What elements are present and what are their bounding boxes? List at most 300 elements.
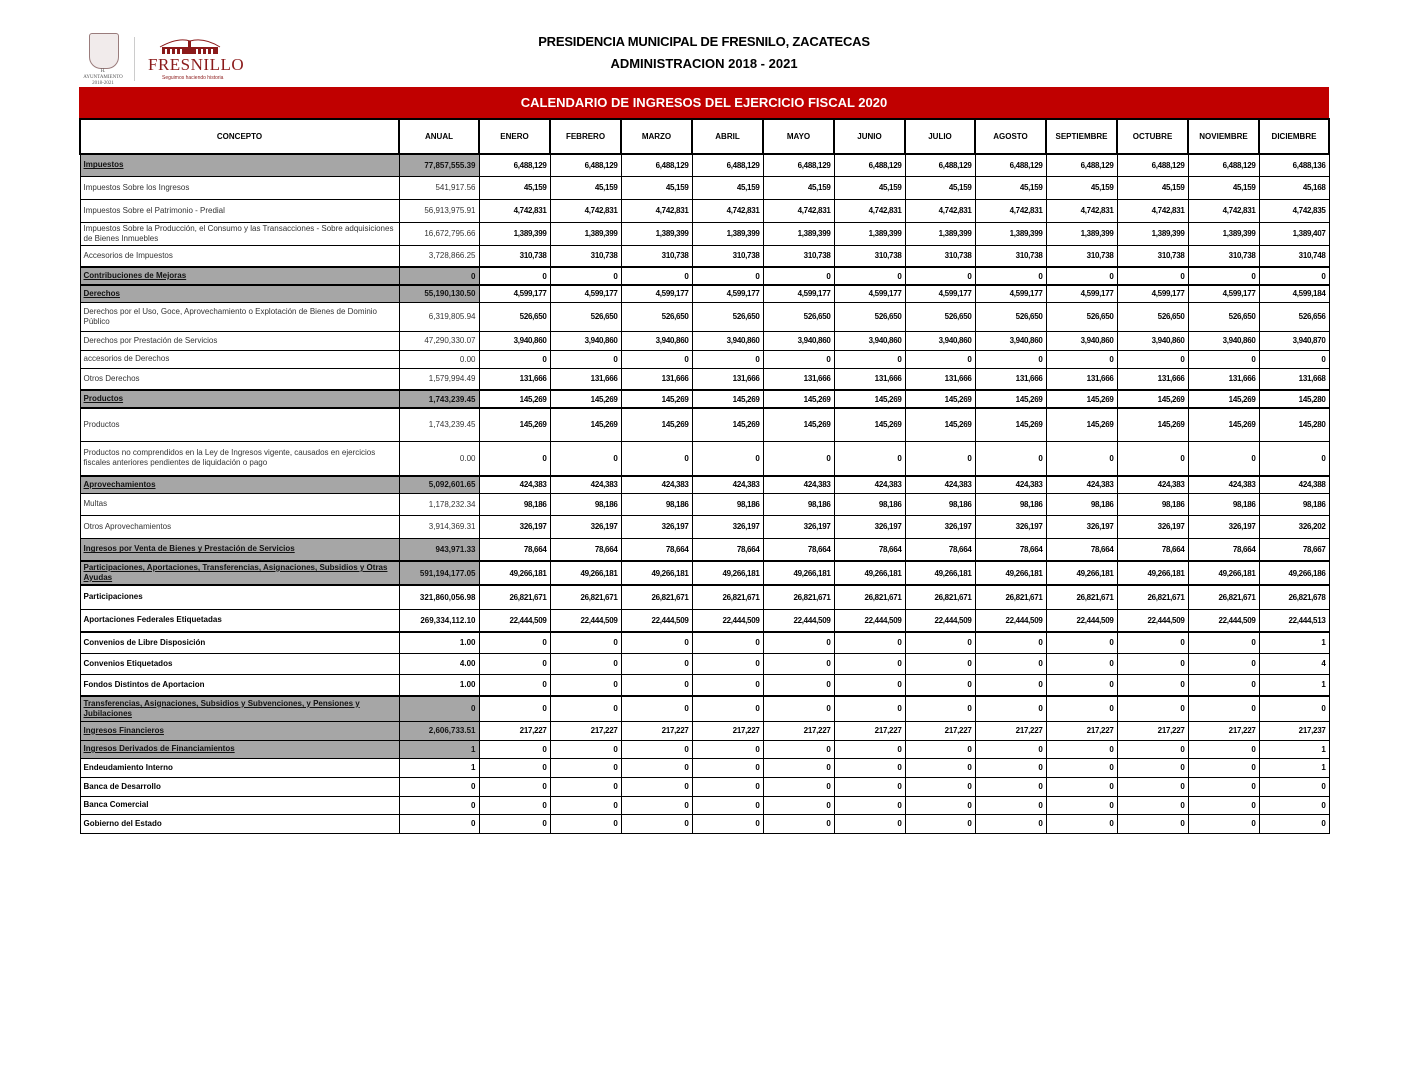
month-cell-noviembre: 145,269	[1188, 408, 1259, 441]
month-cell-octubre: 26,821,671	[1117, 585, 1188, 609]
month-cell-mayo: 0	[763, 674, 834, 696]
month-cell-agosto: 131,666	[975, 368, 1046, 390]
month-cell-junio: 22,444,509	[834, 609, 905, 632]
concept-label: Ingresos por Venta de Bienes y Prestación de Servicios	[83, 544, 295, 554]
month-cell-octubre: 22,444,509	[1117, 609, 1188, 632]
month-cell-marzo: 22,444,509	[621, 609, 692, 632]
month-cell-noviembre: 1,389,399	[1188, 222, 1259, 245]
month-cell-junio: 326,197	[834, 515, 905, 538]
month-cell-octubre: 0	[1117, 777, 1188, 796]
month-cell-diciembre: 3,940,870	[1259, 331, 1329, 350]
month-cell-abril: 0	[692, 740, 763, 758]
month-cell-enero: 145,269	[479, 390, 550, 408]
concept-label: Multas	[83, 499, 108, 508]
month-cell-enero: 145,269	[479, 408, 550, 441]
month-cell-julio: 1,389,399	[905, 222, 975, 245]
month-cell-septiembre: 78,664	[1046, 538, 1117, 561]
table-row	[80, 609, 1329, 632]
month-cell-diciembre: 1	[1259, 740, 1329, 758]
month-cell-mayo: 326,197	[763, 515, 834, 538]
month-cell-febrero: 45,159	[550, 176, 621, 199]
concept-cell	[80, 267, 399, 285]
month-cell-enero: 0	[479, 758, 550, 777]
month-cell-febrero: 145,269	[550, 408, 621, 441]
table-row-group	[80, 154, 1329, 176]
annual-cell: 3,914,369.31	[399, 515, 479, 538]
month-cell-junio: 0	[834, 674, 905, 696]
month-cell-enero: 326,197	[479, 515, 550, 538]
month-cell-febrero: 4,742,831	[550, 199, 621, 222]
month-cell-marzo: 1,389,399	[621, 222, 692, 245]
month-cell-junio: 310,738	[834, 245, 905, 267]
column-header-junio: JUNIO	[834, 119, 905, 154]
concept-label: Fondos Distintos de Aportacion	[83, 679, 205, 689]
month-cell-marzo: 0	[621, 350, 692, 368]
document-subtitle: ADMINISTRACION 2018 - 2021	[610, 56, 798, 71]
month-cell-noviembre: 22,444,509	[1188, 609, 1259, 632]
annual-cell: 1,178,232.34	[399, 493, 479, 515]
month-cell-marzo: 4,742,831	[621, 199, 692, 222]
month-cell-noviembre: 4,742,831	[1188, 199, 1259, 222]
annual-cell: 4.00	[399, 653, 479, 674]
concept-cell	[80, 796, 399, 814]
month-cell-marzo: 26,821,671	[621, 585, 692, 609]
column-header-diciembre: DICIEMBRE	[1259, 119, 1329, 154]
month-cell-septiembre: 0	[1046, 441, 1117, 476]
month-cell-agosto: 3,940,860	[975, 331, 1046, 350]
concept-cell	[80, 199, 399, 222]
month-cell-julio: 49,266,181	[905, 561, 975, 585]
month-cell-marzo: 98,186	[621, 493, 692, 515]
month-cell-febrero: 0	[550, 696, 621, 721]
month-cell-agosto: 217,227	[975, 721, 1046, 740]
month-cell-enero: 0	[479, 350, 550, 368]
concept-cell	[80, 493, 399, 515]
annual-cell: 0.00	[399, 350, 479, 368]
month-cell-marzo: 145,269	[621, 390, 692, 408]
month-cell-noviembre: 0	[1188, 653, 1259, 674]
month-cell-abril: 310,738	[692, 245, 763, 267]
month-cell-febrero: 3,940,860	[550, 331, 621, 350]
month-cell-junio: 0	[834, 696, 905, 721]
month-cell-enero: 0	[479, 441, 550, 476]
month-cell-agosto: 310,738	[975, 245, 1046, 267]
month-cell-junio: 78,664	[834, 538, 905, 561]
month-cell-junio: 6,488,129	[834, 154, 905, 176]
month-cell-septiembre: 145,269	[1046, 390, 1117, 408]
month-cell-junio: 526,650	[834, 302, 905, 331]
concept-cell	[80, 674, 399, 696]
month-cell-junio: 49,266,181	[834, 561, 905, 585]
month-cell-diciembre: 1	[1259, 758, 1329, 777]
month-cell-octubre: 98,186	[1117, 493, 1188, 515]
table-row-group	[80, 696, 1329, 721]
month-cell-junio: 0	[834, 758, 905, 777]
month-cell-septiembre: 4,599,177	[1046, 285, 1117, 302]
month-cell-junio: 0	[834, 653, 905, 674]
month-cell-febrero: 0	[550, 674, 621, 696]
month-cell-septiembre: 0	[1046, 814, 1117, 833]
month-cell-abril: 0	[692, 758, 763, 777]
month-cell-abril: 6,488,129	[692, 154, 763, 176]
column-header-concepto: CONCEPTO	[80, 119, 399, 154]
month-cell-noviembre: 0	[1188, 758, 1259, 777]
month-cell-agosto: 0	[975, 653, 1046, 674]
month-cell-febrero: 145,269	[550, 390, 621, 408]
month-cell-noviembre: 217,227	[1188, 721, 1259, 740]
concept-label: Productos	[83, 394, 124, 403]
month-cell-noviembre: 0	[1188, 674, 1259, 696]
month-cell-noviembre: 4,599,177	[1188, 285, 1259, 302]
month-cell-febrero: 131,666	[550, 368, 621, 390]
concept-label: Ingresos Financieros	[83, 725, 164, 735]
month-cell-noviembre: 49,266,181	[1188, 561, 1259, 585]
month-cell-diciembre: 49,266,186	[1259, 561, 1329, 585]
month-cell-mayo: 1,389,399	[763, 222, 834, 245]
month-cell-mayo: 131,666	[763, 368, 834, 390]
month-cell-marzo: 0	[621, 632, 692, 653]
annual-cell: 591,194,177.05	[399, 561, 479, 585]
month-cell-mayo: 4,742,831	[763, 199, 834, 222]
month-cell-enero: 0	[479, 674, 550, 696]
month-cell-agosto: 326,197	[975, 515, 1046, 538]
brand-tagline: Seguimos haciendo historia	[162, 75, 224, 81]
month-cell-julio: 0	[905, 740, 975, 758]
month-cell-septiembre: 3,940,860	[1046, 331, 1117, 350]
month-cell-mayo: 0	[763, 350, 834, 368]
month-cell-enero: 45,159	[479, 176, 550, 199]
month-cell-noviembre: 0	[1188, 441, 1259, 476]
month-cell-agosto: 78,664	[975, 538, 1046, 561]
month-cell-abril: 131,666	[692, 368, 763, 390]
month-cell-enero: 0	[479, 814, 550, 833]
month-cell-mayo: 0	[763, 777, 834, 796]
month-cell-enero: 22,444,509	[479, 609, 550, 632]
month-cell-octubre: 4,599,177	[1117, 285, 1188, 302]
month-cell-julio: 0	[905, 632, 975, 653]
month-cell-junio: 1,389,399	[834, 222, 905, 245]
month-cell-mayo: 49,266,181	[763, 561, 834, 585]
month-cell-julio: 4,599,177	[905, 285, 975, 302]
month-cell-marzo: 131,666	[621, 368, 692, 390]
month-cell-diciembre: 78,667	[1259, 538, 1329, 561]
month-cell-abril: 145,269	[692, 408, 763, 441]
annual-cell: 1.00	[399, 674, 479, 696]
month-cell-mayo: 78,664	[763, 538, 834, 561]
month-cell-marzo: 78,664	[621, 538, 692, 561]
month-cell-septiembre: 0	[1046, 796, 1117, 814]
month-cell-agosto: 0	[975, 758, 1046, 777]
annual-cell: 56,913,975.91	[399, 199, 479, 222]
concept-cell	[80, 561, 399, 585]
month-cell-junio: 0	[834, 740, 905, 758]
month-cell-marzo: 0	[621, 653, 692, 674]
month-cell-octubre: 0	[1117, 740, 1188, 758]
month-cell-enero: 6,488,129	[479, 154, 550, 176]
concept-cell	[80, 245, 399, 267]
month-cell-agosto: 145,269	[975, 390, 1046, 408]
month-cell-mayo: 526,650	[763, 302, 834, 331]
month-cell-noviembre: 0	[1188, 814, 1259, 833]
concept-label: Otros Derechos	[83, 373, 140, 383]
table-row-group	[80, 538, 1329, 561]
month-cell-junio: 217,227	[834, 721, 905, 740]
table-row	[80, 222, 1329, 245]
month-cell-mayo: 26,821,671	[763, 585, 834, 609]
month-cell-abril: 0	[692, 674, 763, 696]
month-cell-septiembre: 424,383	[1046, 476, 1117, 493]
month-cell-abril: 4,599,177	[692, 285, 763, 302]
table-header-row	[80, 119, 1329, 154]
month-cell-marzo: 0	[621, 758, 692, 777]
month-cell-septiembre: 131,666	[1046, 368, 1117, 390]
month-cell-febrero: 0	[550, 267, 621, 285]
month-cell-julio: 0	[905, 441, 975, 476]
annual-cell: 5,092,601.65	[399, 476, 479, 493]
concept-cell	[80, 176, 399, 199]
month-cell-septiembre: 310,738	[1046, 245, 1117, 267]
concept-cell	[80, 740, 399, 758]
annual-cell: 0	[399, 777, 479, 796]
month-cell-julio: 22,444,509	[905, 609, 975, 632]
concept-label: Contribuciones de Mejoras	[83, 271, 187, 280]
annual-cell: 0.00	[399, 441, 479, 476]
month-cell-diciembre: 0	[1259, 350, 1329, 368]
month-cell-septiembre: 22,444,509	[1046, 609, 1117, 632]
month-cell-octubre: 0	[1117, 814, 1188, 833]
concept-cell	[80, 585, 399, 609]
month-cell-abril: 0	[692, 696, 763, 721]
annual-cell: 0	[399, 814, 479, 833]
month-cell-diciembre: 424,388	[1259, 476, 1329, 493]
month-cell-mayo: 22,444,509	[763, 609, 834, 632]
month-cell-abril: 4,742,831	[692, 199, 763, 222]
month-cell-julio: 326,197	[905, 515, 975, 538]
month-cell-julio: 145,269	[905, 408, 975, 441]
month-cell-marzo: 424,383	[621, 476, 692, 493]
month-cell-diciembre: 0	[1259, 777, 1329, 796]
concept-cell	[80, 696, 399, 721]
month-cell-marzo: 0	[621, 441, 692, 476]
month-cell-julio: 3,940,860	[905, 331, 975, 350]
month-cell-abril: 78,664	[692, 538, 763, 561]
month-cell-noviembre: 78,664	[1188, 538, 1259, 561]
month-cell-abril: 526,650	[692, 302, 763, 331]
month-cell-noviembre: 0	[1188, 796, 1259, 814]
month-cell-julio: 131,666	[905, 368, 975, 390]
concept-label: Productos no comprendidos en la Ley de Ingresos vigente, causados en ejercicios fiscales anteriores pendientes de liquidación o pago	[83, 448, 376, 468]
month-cell-octubre: 1,389,399	[1117, 222, 1188, 245]
concept-label: Gobierno del Estado	[83, 818, 162, 828]
table-row	[80, 796, 1329, 814]
month-cell-enero: 4,599,177	[479, 285, 550, 302]
month-cell-noviembre: 526,650	[1188, 302, 1259, 331]
annual-cell: 47,290,330.07	[399, 331, 479, 350]
month-cell-agosto: 0	[975, 674, 1046, 696]
month-cell-agosto: 98,186	[975, 493, 1046, 515]
annual-cell: 269,334,112.10	[399, 609, 479, 632]
month-cell-marzo: 4,599,177	[621, 285, 692, 302]
month-cell-mayo: 6,488,129	[763, 154, 834, 176]
month-cell-julio: 45,159	[905, 176, 975, 199]
month-cell-junio: 424,383	[834, 476, 905, 493]
concept-label: Impuestos Sobre la Producción, el Consumo y las Transacciones - Sobre adquisiciones de Bienes Inmuebles	[83, 223, 394, 243]
month-cell-mayo: 0	[763, 814, 834, 833]
month-cell-marzo: 45,159	[621, 176, 692, 199]
month-cell-agosto: 6,488,129	[975, 154, 1046, 176]
month-cell-junio: 0	[834, 777, 905, 796]
month-cell-septiembre: 0	[1046, 350, 1117, 368]
month-cell-noviembre: 131,666	[1188, 368, 1259, 390]
table-row	[80, 632, 1329, 653]
concept-label: Derechos por Prestación de Servicios	[83, 335, 218, 345]
month-cell-mayo: 424,383	[763, 476, 834, 493]
month-cell-abril: 3,940,860	[692, 331, 763, 350]
month-cell-abril: 0	[692, 814, 763, 833]
table-row-group	[80, 740, 1329, 758]
month-cell-julio: 78,664	[905, 538, 975, 561]
table-row	[80, 814, 1329, 833]
concept-label: Endeudamiento Interno	[83, 762, 173, 772]
month-cell-marzo: 0	[621, 696, 692, 721]
month-cell-mayo: 4,599,177	[763, 285, 834, 302]
month-cell-febrero: 326,197	[550, 515, 621, 538]
month-cell-junio: 0	[834, 814, 905, 833]
month-cell-febrero: 0	[550, 632, 621, 653]
month-cell-mayo: 0	[763, 696, 834, 721]
month-cell-septiembre: 0	[1046, 653, 1117, 674]
month-cell-enero: 26,821,671	[479, 585, 550, 609]
month-cell-enero: 310,738	[479, 245, 550, 267]
month-cell-octubre: 45,159	[1117, 176, 1188, 199]
month-cell-febrero: 0	[550, 740, 621, 758]
month-cell-noviembre: 0	[1188, 267, 1259, 285]
concept-cell	[80, 538, 399, 561]
month-cell-enero: 424,383	[479, 476, 550, 493]
month-cell-enero: 4,742,831	[479, 199, 550, 222]
month-cell-junio: 0	[834, 632, 905, 653]
month-cell-septiembre: 526,650	[1046, 302, 1117, 331]
month-cell-diciembre: 1	[1259, 632, 1329, 653]
column-header-septiembre: SEPTIEMBRE	[1046, 119, 1117, 154]
annual-cell: 16,672,795.66	[399, 222, 479, 245]
month-cell-noviembre: 310,738	[1188, 245, 1259, 267]
concept-label: Productos	[83, 419, 120, 429]
month-cell-noviembre: 0	[1188, 632, 1259, 653]
concept-label: Participaciones, Aportaciones, Transferencias, Asignaciones, Subsidios y Otras Ayudas	[83, 563, 388, 582]
month-cell-agosto: 0	[975, 777, 1046, 796]
month-cell-julio: 424,383	[905, 476, 975, 493]
month-cell-enero: 217,227	[479, 721, 550, 740]
month-cell-mayo: 0	[763, 653, 834, 674]
month-cell-diciembre: 326,202	[1259, 515, 1329, 538]
annual-cell: 943,971.33	[399, 538, 479, 561]
month-cell-julio: 0	[905, 674, 975, 696]
month-cell-julio: 0	[905, 796, 975, 814]
month-cell-noviembre: 145,269	[1188, 390, 1259, 408]
concept-cell	[80, 441, 399, 476]
column-header-abril: ABRIL	[692, 119, 763, 154]
month-cell-abril: 0	[692, 632, 763, 653]
month-cell-abril: 0	[692, 796, 763, 814]
month-cell-enero: 3,940,860	[479, 331, 550, 350]
table-row	[80, 368, 1329, 390]
month-cell-julio: 526,650	[905, 302, 975, 331]
month-cell-diciembre: 0	[1259, 696, 1329, 721]
month-cell-julio: 0	[905, 267, 975, 285]
month-cell-enero: 0	[479, 796, 550, 814]
month-cell-mayo: 310,738	[763, 245, 834, 267]
month-cell-octubre: 0	[1117, 653, 1188, 674]
month-cell-febrero: 98,186	[550, 493, 621, 515]
month-cell-noviembre: 0	[1188, 350, 1259, 368]
table-row	[80, 653, 1329, 674]
concept-label: Transferencias, Asignaciones, Subsidios y Subvenciones, y Pensiones y Jubilaciones	[83, 698, 360, 718]
concept-label: accesorios de Derechos	[83, 354, 170, 363]
month-cell-septiembre: 0	[1046, 758, 1117, 777]
month-cell-agosto: 49,266,181	[975, 561, 1046, 585]
income-calendar-table	[79, 118, 1330, 834]
month-cell-marzo: 49,266,181	[621, 561, 692, 585]
concept-label: Aportaciones Federales Etiquetadas	[83, 615, 222, 625]
column-header-anual: ANUAL	[399, 119, 479, 154]
table-row	[80, 515, 1329, 538]
concept-cell	[80, 515, 399, 538]
month-cell-junio: 3,940,860	[834, 331, 905, 350]
month-cell-julio: 98,186	[905, 493, 975, 515]
annual-cell: 1	[399, 758, 479, 777]
month-cell-julio: 0	[905, 350, 975, 368]
month-cell-septiembre: 26,821,671	[1046, 585, 1117, 609]
month-cell-noviembre: 0	[1188, 777, 1259, 796]
concept-label: Impuestos Sobre el Patrimonio - Predial	[83, 205, 225, 215]
month-cell-mayo: 217,227	[763, 721, 834, 740]
month-cell-septiembre: 49,266,181	[1046, 561, 1117, 585]
month-cell-diciembre: 145,280	[1259, 408, 1329, 441]
month-cell-agosto: 4,742,831	[975, 199, 1046, 222]
month-cell-agosto: 45,159	[975, 176, 1046, 199]
concept-cell	[80, 302, 399, 331]
month-cell-agosto: 0	[975, 796, 1046, 814]
annual-cell: 1	[399, 740, 479, 758]
column-header-enero: ENERO	[479, 119, 550, 154]
column-header-noviembre: NOVIEMBRE	[1188, 119, 1259, 154]
month-cell-diciembre: 0	[1259, 814, 1329, 833]
annual-cell: 0	[399, 267, 479, 285]
month-cell-octubre: 0	[1117, 267, 1188, 285]
month-cell-abril: 145,269	[692, 390, 763, 408]
month-cell-diciembre: 310,748	[1259, 245, 1329, 267]
month-cell-junio: 145,269	[834, 390, 905, 408]
month-cell-julio: 0	[905, 777, 975, 796]
month-cell-diciembre: 22,444,513	[1259, 609, 1329, 632]
month-cell-julio: 6,488,129	[905, 154, 975, 176]
column-header-febrero: FEBRERO	[550, 119, 621, 154]
month-cell-enero: 0	[479, 632, 550, 653]
month-cell-noviembre: 98,186	[1188, 493, 1259, 515]
table-row	[80, 302, 1329, 331]
concept-label: Banca Comercial	[83, 800, 149, 809]
month-cell-febrero: 0	[550, 796, 621, 814]
annual-cell: 0	[399, 696, 479, 721]
month-cell-marzo: 0	[621, 796, 692, 814]
month-cell-agosto: 0	[975, 740, 1046, 758]
column-header-marzo: MARZO	[621, 119, 692, 154]
month-cell-abril: 326,197	[692, 515, 763, 538]
annual-cell: 321,860,056.98	[399, 585, 479, 609]
crest-text-line1: H. AYUNTAMIENTO	[83, 69, 123, 80]
table-row	[80, 408, 1329, 441]
